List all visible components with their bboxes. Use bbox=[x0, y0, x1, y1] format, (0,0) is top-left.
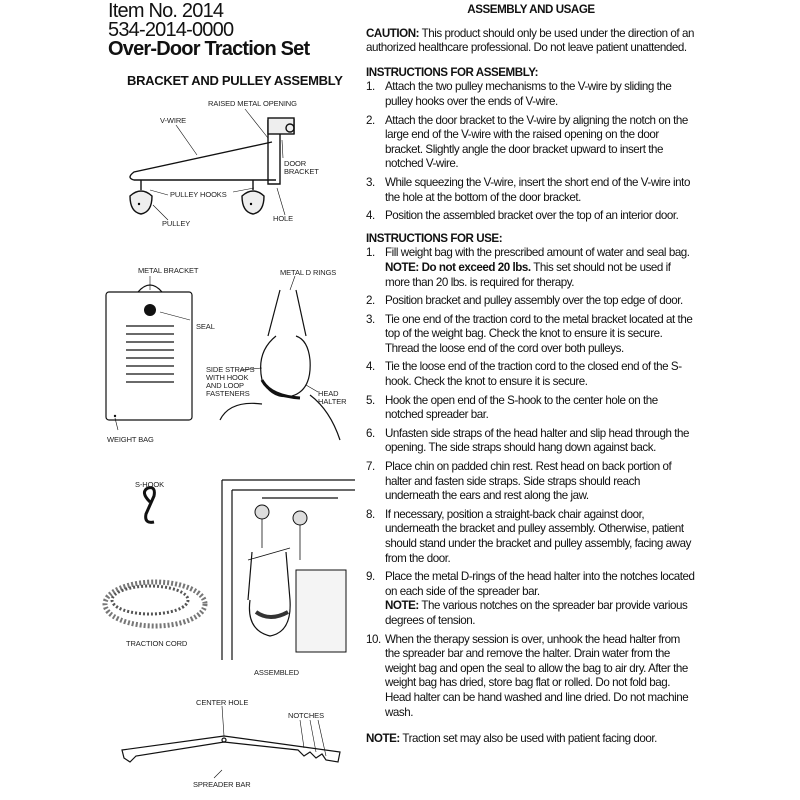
step-text: If necessary, position a straight-back chair against door, underneath the bracket and pulley assembly. Otherwise, patient should stand under the bracket and pulley assembly, facing away from the door. bbox=[385, 507, 691, 565]
label-door-bracket: DOOR BRACKET bbox=[284, 159, 319, 176]
final-note bbox=[366, 732, 696, 747]
step-number: 2. bbox=[366, 113, 375, 127]
step-item bbox=[366, 114, 696, 172]
step-text: Place the metal D-rings of the head halter into the notches located on each side of the spreader bar. bbox=[385, 570, 695, 598]
label-spreader-bar: SPREADER BAR bbox=[193, 780, 251, 789]
label-assembled: ASSEMBLED bbox=[254, 668, 299, 677]
step-body bbox=[385, 114, 696, 172]
assembly-instructions-title: INSTRUCTIONS FOR ASSEMBLY: bbox=[366, 65, 539, 79]
step-text: Attach the door bracket to the V-wire by aligning the notch on the large end of the V-wire with the raised opening on the door bracket. Slightly angle the door bracket upward to insert the notched V-wire. bbox=[385, 113, 688, 171]
step-number: 8. bbox=[366, 507, 375, 521]
label-metal-bracket: METAL BRACKET bbox=[138, 266, 199, 275]
step-number: 10. bbox=[366, 632, 381, 646]
step-body bbox=[385, 460, 696, 504]
step-text: Fill weight bag with the prescribed amount of water and seal bag. bbox=[385, 246, 690, 260]
item-number: Item No. 2014 bbox=[108, 0, 224, 22]
step-body bbox=[385, 246, 696, 290]
step-body bbox=[385, 570, 696, 628]
step-body bbox=[385, 80, 696, 109]
product-title: Over-Door Traction Set bbox=[108, 38, 310, 60]
step-body bbox=[385, 209, 678, 224]
step-body bbox=[385, 394, 696, 423]
use-instructions-title: INSTRUCTIONS FOR USE: bbox=[366, 231, 503, 245]
label-hole: HOLE bbox=[273, 214, 294, 223]
step-text: Position the assembled bracket over the top of an interior door. bbox=[385, 209, 679, 223]
step-number: 9. bbox=[366, 570, 375, 584]
step-body bbox=[385, 313, 696, 357]
label-pulley: PULLEY bbox=[162, 219, 191, 228]
step-text: Place chin on padded chin rest. Rest head on back portion of halter and fasten side straps. Side straps should reach underneath the ears and rest along the jaw. bbox=[385, 460, 672, 503]
step-text: Position bracket and pulley assembly over the top edge of door. bbox=[385, 294, 683, 308]
step-item bbox=[366, 313, 696, 357]
step-item bbox=[366, 80, 696, 109]
step-text: Hook the open end of the S-hook to the center hole on the notched spreader bar. bbox=[385, 393, 658, 422]
step-number: 7. bbox=[366, 460, 375, 474]
step-note-text: This set should not be used if more than 20 lbs. is required for therapy. bbox=[385, 260, 671, 289]
step-number: 6. bbox=[366, 426, 375, 440]
step-item bbox=[366, 570, 696, 628]
step-text: Unfasten side straps of the head halter and slip head through the opening. The side straps should hang down against back. bbox=[385, 426, 689, 455]
spreader-bar-drawing bbox=[0, 0, 360, 800]
step-body bbox=[385, 427, 696, 456]
assembly-steps bbox=[366, 80, 696, 223]
step-number: 1. bbox=[366, 80, 375, 94]
final-note-label: NOTE: bbox=[366, 732, 400, 746]
use-steps bbox=[366, 246, 696, 720]
label-notches: NOTCHES bbox=[288, 711, 324, 720]
step-item bbox=[366, 176, 696, 205]
step-body bbox=[385, 508, 696, 566]
step-number: 4. bbox=[366, 209, 375, 223]
step-item bbox=[366, 294, 696, 309]
label-side-straps: SIDE STRAPS WITH HOOK AND LOOP FASTENERS bbox=[206, 365, 255, 398]
step-item bbox=[366, 394, 696, 423]
step-body bbox=[385, 294, 683, 309]
step-text: Attach the two pulley mechanisms to the V-wire by sliding the pulley hooks over the ends of V-wire. bbox=[385, 80, 672, 108]
label-v-wire: V-WIRE bbox=[160, 116, 187, 125]
step-text: Tie one end of the traction cord to the metal bracket located at the top of the weight bag. Check the knot to ensure it is secure. Thread the loose end of the cord over both pulleys. bbox=[385, 312, 693, 355]
label-metal-d-rings: METAL D RINGS bbox=[280, 268, 337, 277]
bracket-assembly-title: BRACKET AND PULLEY ASSEMBLY bbox=[127, 73, 343, 88]
step-note-text: The various notches on the spreader bar provide various degrees of tension. bbox=[385, 599, 688, 627]
step-number: 2. bbox=[366, 294, 375, 308]
step-text: While squeezing the V-wire, insert the short end of the V-wire into the hole at the bottom of the door bracket. bbox=[385, 175, 690, 204]
step-text: When the therapy session is over, unhook the head halter from the spreader bar and remove the halter. Drain water from the weight bag and open the seal to allow the bag to air dry. After the weight bag has dried, store bag flat or rolled. Do not fold bag. Head halter can be hand washed and line dried. Do not machine wash. bbox=[385, 632, 689, 719]
instructions-column bbox=[366, 0, 696, 747]
step-number: 5. bbox=[366, 393, 375, 407]
step-note-label: NOTE: Do not exceed 20 lbs. bbox=[385, 260, 531, 274]
step-number: 3. bbox=[366, 175, 375, 189]
step-item bbox=[366, 427, 696, 456]
step-number: 1. bbox=[366, 246, 375, 260]
part-number: 534-2014-0000 bbox=[108, 19, 234, 41]
step-number: 4. bbox=[366, 360, 375, 374]
step-text: Tie the loose end of the traction cord to the closed end of the S-hook. Check the knot to ensure it is secure. bbox=[385, 360, 682, 389]
assembly-usage-title: ASSEMBLY AND USAGE bbox=[467, 3, 595, 16]
spreader-bar-illustration bbox=[0, 0, 360, 800]
step-item bbox=[366, 460, 696, 504]
step-item bbox=[366, 360, 696, 389]
step-item bbox=[366, 246, 696, 290]
label-head-halter: HEAD HALTER bbox=[318, 389, 347, 406]
step-body bbox=[385, 176, 696, 205]
label-seal: SEAL bbox=[196, 322, 215, 331]
caution-paragraph bbox=[366, 27, 696, 56]
step-number: 3. bbox=[366, 312, 375, 326]
step-body bbox=[385, 360, 696, 389]
step-item bbox=[366, 209, 696, 224]
label-raised-metal-opening: RAISED METAL OPENING bbox=[208, 99, 297, 108]
caution-label: CAUTION: bbox=[366, 26, 420, 40]
step-note-label: NOTE: bbox=[385, 599, 419, 613]
label-s-hook: S-HOOK bbox=[135, 480, 164, 489]
final-note-text: Traction set may also be used with patient facing door. bbox=[399, 732, 657, 746]
step-item bbox=[366, 633, 696, 721]
label-center-hole: CENTER HOLE bbox=[196, 698, 249, 707]
label-pulley-hooks: PULLEY HOOKS bbox=[170, 190, 227, 199]
step-body bbox=[385, 633, 696, 721]
label-traction-cord: TRACTION CORD bbox=[126, 639, 188, 648]
step-item bbox=[366, 508, 696, 566]
caution-text: This product should only be used under the direction of an authorized healthcare professional. Do not leave patient unattended. bbox=[366, 26, 694, 55]
label-weight-bag: WEIGHT BAG bbox=[107, 435, 154, 444]
